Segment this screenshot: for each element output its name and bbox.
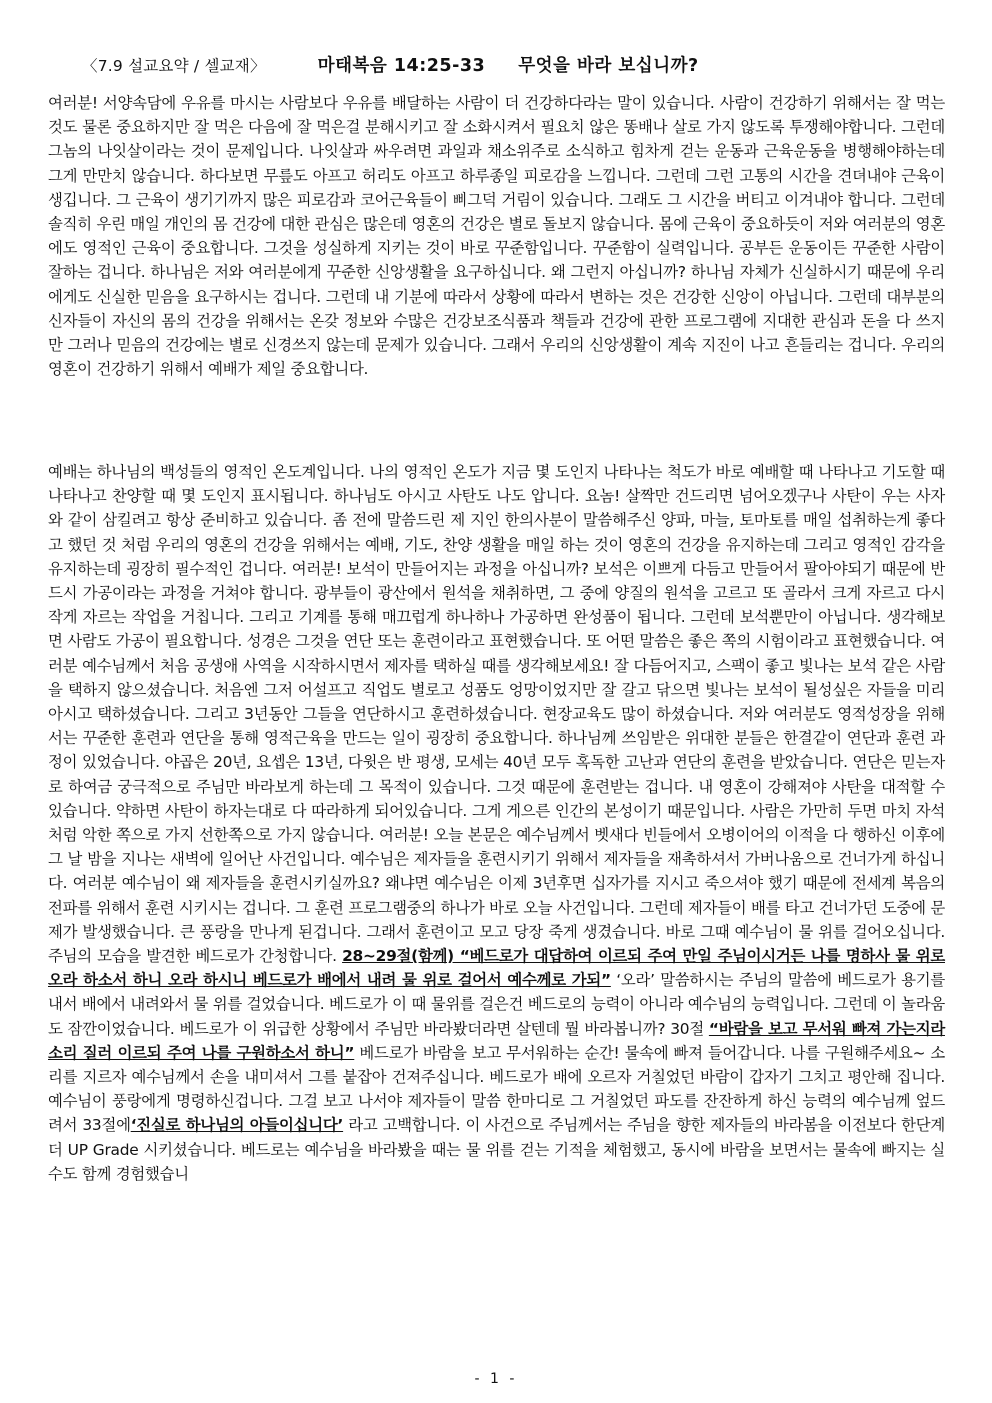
scripture-reference: 마태복음 14:25-33	[317, 56, 486, 76]
sermon-title: 무엇을 바라 보십니까?	[518, 56, 699, 76]
paragraph-text: 라고 고백합니다. 이 사건으로 주님께서는 주님을 향한 제자들의 바라봄을 이전보다 한단계 더 UP Grade 시키셨습니다. 베드로는 예수님을 바라봤을 때는 물 위를 걷는 기적을 체험했고, 동시에 바람을 보면서는 물속에 빠지는 실수도 함께 경험했습니	[48, 1116, 945, 1183]
bible-verse-30: “바람을 보고 무서워 빠져 가는지라 소리 질러 이르되 주여 나를 구원하소서 하니”	[48, 1019, 945, 1062]
page-number: - 1 -	[474, 1371, 518, 1387]
sermon-title-line	[318, 52, 699, 77]
sermon-category: 〈7.9 설교요약 / 셀교재〉	[82, 57, 266, 75]
sermon-header	[82, 52, 942, 80]
paragraph-text: 베드로가 바람을 보고 무서워하는 순간! 물속에 빠져 들어갑니다. 나를 구원해주세요~ 소리를 지르자 예수님께서 손을 내미셔서 그를 붙잡아 건져주십니다. 베드로가 배에 오르자 거칠었던 바람이 갑자기 그치고 평안해 집니다. 예수님이 풍랑에게 명령하신겁니다. 그걸 보고 나서야 제자들이 말씀 한마디로 그 거칠었던 파도를 잔잔하게 하신 능력의 예수님께 엎드려서 33절에	[48, 1043, 945, 1135]
intro-paragraph: 여러분! 서양속담에 우유를 마시는 사람보다 우유를 배달하는 사람이 더 건강하다라는 말이 있습니다. 사람이 건강하기 위해서는 잘 먹는것도 물론 중요하지만 잘 먹은 다음에 잘 먹은걸 분해시키고 잘 소화시켜서 필요치 않은 똥배나 살로 가지 않도록 투쟁해야합니다. 그런데 그놈의 나잇살이라는 것이 문제입니다. 나잇살과 싸우려면 과일과 채소위주로 소식하고 힘차게 걷는 운동과 근육운동을 병행해야하는데 그게 만만치 않습니다. 하다보면 무릎도 아프고 허리도 아프고 하루종일 피로감을 느낍니다. 그런데 그런 고통의 시간을 견뎌내야 근육이 생깁니다. 그 근육이 생기기까지 많은 피로감과 코어근육들이 삐그덕 거림이 있습니다. 그래도 그 시간을 버티고 이겨내야 합니다. 그런데 솔직히 우린 매일 개인의 몸 건강에 대한 관심은 많은데 영혼의 건강은 별로 돌보지 않습니다. 몸에 근육이 중요하듯이 저와 여러분의 영혼에도 영적인 근육이 중요합니다. 그것을 성실하게 지키는 것이 바로 꾸준함입니다. 꾸준함이 실력입니다. 공부든 운동이든 꾸준한 사람이 잘하는 겁니다. 하나님은 저와 여러분에게 꾸준한 신앙생활을 요구하십니다. 왜 그런지 아십니까? 하나님 자체가 신실하시기 때문에 우리에게도 신실한 믿음을 요구하시는 겁니다. 그런데 내 기분에 따라서 상황에 따라서 변하는 것은 건강한 신앙이 아닙니다. 그런데 대부분의 신자들이 자신의 몸의 건강을 위해서는 온갖 정보와 수많은 건강보조식품과 책들과 건강에 관한 프로그램에 지대한 관심과 돈을 다 쓰지만 그러나 믿음의 건강에는 별로 신경쓰지 않는데 문제가 있습니다. 그래서 우리의 신앙생활이 계속 지진이 나고 흔들리는 겁니다. 우리의 영혼이 건강하기 위해서 예배가 제일 중요합니다.	[48, 94, 945, 379]
paragraph-text: 예배는 하나님의 백성들의 영적인 온도계입니다. 나의 영적인 온도가 지금 몇 도인지 나타나는 척도가 바로 예배할 때 나타나고 기도할 때 나타나고 찬양할 때 몇 도인지 표시됩니다. 하나님도 아시고 사탄도 나도 압니다. 요놈! 살짝만 건드리면 넘어오겠구나 사탄이 우는 사자와 같이 삼킬려고 항상 준비하고 있습니다. 좀 전에 말씀드린 제 지인 한의사분이 말씀해주신 양파, 마늘, 토마토를 매일 섭취하는게 좋다고 했던 것 처럼 우리의 영혼의 건강을 위해서는 예배, 기도, 찬양 생활을 매일 하는 것이 영혼의 건강을 유지하는데 그리고 영적인 감각을 유지하는데 굉장히 필수적인 겁니다. 여러분! 보석이 만들어지는 과정을 아십니까? 보석은 이쁘게 다듬고 만들어서 팔아야되기 때문에 반드시 가공이라는 과정을 거쳐야 합니다. 광부들이 광산에서 원석을 채취하면, 그 중에 양질의 원석을 고르고 또 골라서 크게 자르고 다시 작게 자르는 작업을 거칩니다. 그리고 기계를 통해 매끄럽게 하나하나 가공하면 완성품이 됩니다. 그런데 보석뿐만이 아닙니다. 생각해보면 사람도 가공이 필요합니다. 성경은 그것을 연단 또는 훈련이라고 표현했습니다. 또 어떤 말씀은 좋은 쪽의 시험이라고 표현했습니다. 여러분 예수님께서 처음 공생애 사역을 시작하시면서 제자를 택하실 때를 생각해보세요! 잘 다듬어지고, 스팩이 좋고 빛나는 보석 같은 사람을 택하지 않으셨습니다. 처음엔 그저 어설프고 직업도 별로고 성품도 엉망이었지만 잘 갈고 닦으면 빛나는 보석이 될성싶은 자들을 미리 아시고 택하셨습니다. 그리고 3년동안 그들을 연단하시고 훈련하셨습니다. 현장교육도 많이 하셨습니다. 저와 여러분도 영적성장을 위해서는 꾸준한 훈련과 연단을 통해 영적근육을 만드는 일이 굉장히 중요합니다. 하나님께 쓰임받은 위대한 분들은 한결같이 연단과 훈련 과정이 있었습니다. 야곱은 20년, 요셉은 13년, 다윗은 반 평생, 모세는 40년 모두 혹독한 고난과 연단의 훈련을 받았습니다. 연단은 믿는자로 하여금 궁극적으로 주님만 바라보게 하는데 그 목적이 있습니다. 그것 때문에 훈련받는 겁니다. 내 영혼이 강해져야 사탄을 대적할 수 있습니다. 약하면 사탄이 하자는대로 다 따라하게 되어있습니다. 그게 게으른 인간의 본성이기 때문입니다. 사람은 가만히 두면 마치 자석처럼 악한 쪽으로 가지 선한쪽으로 가지 않습니다. 여러분! 오늘 본문은 예수님께서 벳새다 빈들에서 오병이어의 이적을 다 행하신 이후에 그 날 밤을 지나는 새벽에 일어난 사건입니다. 예수님은 제자들을 훈련시키기 위해서 제자들을 재촉하셔서 가버나움으로 건너가게 하십니다. 여러분 예수님이 왜 제자들을 훈련시키실까요? 왜냐면 예수님은 이제 3년후면 십자가를 지시고 죽으셔야 했기 때문에 전세계 복음의 전파를 위해서 훈련 시키시는 겁니다. 그 훈련 프로그램중의 하나가 바로 오늘 사건입니다. 그런데 제자들이 배를 타고 건너가던 도중에 문제가 발생했습니다. 큰 풍랑을 만나게 된겁니다. 그래서 훈련이고 모고 당장 죽게 생겼습니다. 바로 그때 예수님이 물 위를 걸어오십니다. 주님의 모습을 발견한 베드로가 간청합니다.	[48, 463, 945, 966]
paragraph-text: ‘오라’ 말씀하시는 주님의 말씀에 베드로가 용기를 내서 배에서 내려와서 물 위를 걸었습니다. 베드로가 이 때 물위를 걸은건 베드로의 능력이 아니라 예수님의 능력입니다. 그런데 이 놀라움도 잠깐이었습니다. 베드로가 이 위급한 상황에서 주님만 바라봤더라면 살텐데 뭘 바라봅니까? 30절	[48, 971, 945, 1038]
bible-verse-28-29: 28~29절(함께) “베드로가 대답하여 이르되 주여 만일 주님이시거든 나를 명하사 물 위로 오라 하소서 하니 오라 하시니 베드로가 배에서 내려 물 위로 걸어서 예수께로 가되”	[48, 947, 945, 990]
main-paragraph	[48, 460, 945, 1186]
bible-verse-33: ‘진실로 하나님의 아들이십니다’	[130, 1116, 344, 1135]
